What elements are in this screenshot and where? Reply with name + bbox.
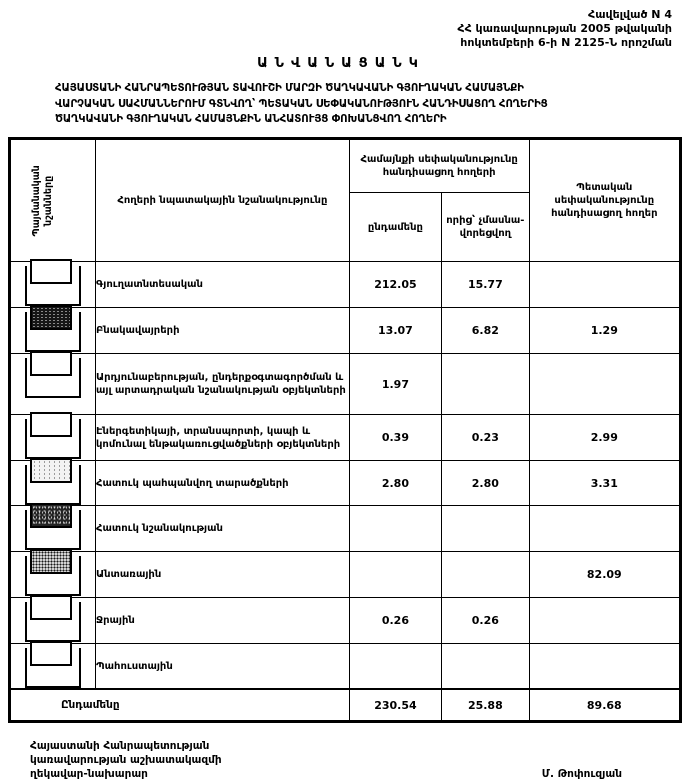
nonprivatized-value: 0.26	[442, 598, 529, 644]
nonprivatized-value: 0.23	[442, 415, 529, 461]
community-total-value: 0.26	[349, 598, 441, 644]
symbol-cell	[10, 506, 96, 552]
column-header-state-lands: Պետական սեփականությունը հանդիսացող հողեր	[529, 139, 680, 262]
community-total-value: 0.39	[349, 415, 441, 461]
state-lands-value	[529, 262, 680, 308]
state-lands-value: 1.29	[529, 308, 680, 354]
column-header-symbols	[10, 139, 96, 262]
community-total-value: 13.07	[349, 308, 441, 354]
table-row	[10, 262, 681, 308]
community-total-value: 1.97	[349, 354, 441, 415]
land-category-name: Հատուկ պահպանվող տարածքների	[96, 461, 350, 506]
symbol-cell	[10, 461, 96, 506]
legend-swatch	[30, 595, 72, 620]
legend-swatch	[30, 305, 72, 330]
symbol-cell	[10, 598, 96, 644]
signing-authority	[30, 739, 222, 782]
annex-line: Հավելված N 4	[588, 8, 672, 21]
nonprivatized-value	[442, 354, 529, 415]
symbol-cell	[10, 644, 96, 690]
state-lands-value: 3.31	[529, 461, 680, 506]
nonprivatized-value	[442, 506, 529, 552]
legend-bracket	[25, 312, 81, 352]
state-lands-value: 2.99	[529, 415, 680, 461]
state-lands-value	[529, 598, 680, 644]
land-category-name: Ջրային	[96, 598, 350, 644]
column-header-symbols-label: Պայմանական նշանները	[31, 165, 54, 237]
subtitle-line: ԾԱՂԿԱՎԱՆԻ ԳՅՈՒՂԱԿԱՆ ՀԱՄԱՅՆՔԻՆ ԱՆՀԱՏՈՒՅՑ ՓՈԽԱՆՑՎՈՂ ՀՈՂԵՐԻ	[55, 113, 447, 125]
total-row-label: Ընդամենը	[10, 689, 350, 722]
community-total-value	[349, 506, 441, 552]
authority-line: կառավարության աշխատակազմի	[30, 754, 222, 767]
community-total-value	[349, 644, 441, 690]
legend-swatch	[30, 641, 72, 666]
symbol-cell	[10, 308, 96, 354]
table-header-row	[10, 139, 681, 193]
legend-bracket	[25, 602, 81, 642]
symbol-cell	[10, 552, 96, 598]
legend-swatch	[30, 458, 72, 483]
total-state-lands: 89.68	[529, 689, 680, 722]
state-lands-value: 82.09	[529, 552, 680, 598]
land-category-name: Գյուղատնտեսական	[96, 262, 350, 308]
page-title: ԱՆՎԱՆԱՑԱՆԿ	[257, 56, 425, 72]
legend-bracket	[25, 419, 81, 459]
column-header-community-nonprivatized: որից՝ չմասնա-վորեցվող	[442, 193, 529, 262]
vertical-text-wrap	[11, 165, 95, 237]
state-lands-value	[529, 506, 680, 552]
nonprivatized-value	[442, 552, 529, 598]
column-header-community-total: ընդամենը	[349, 193, 441, 262]
land-category-name: Հատուկ նշանակության	[96, 506, 350, 552]
legend-bracket	[25, 465, 81, 505]
signature-name: Մ. Թոփուզյան	[541, 768, 622, 781]
symbol-cell	[10, 354, 96, 415]
symbol-cell	[10, 262, 96, 308]
nonprivatized-value: 15.77	[442, 262, 529, 308]
state-lands-value	[529, 354, 680, 415]
table-row	[10, 461, 681, 506]
column-header-purpose: Հողերի նպատակային նշանակությունը	[96, 139, 350, 262]
nonprivatized-value: 2.80	[442, 461, 529, 506]
document-subtitle	[55, 81, 672, 127]
land-category-name: Պահուստային	[96, 644, 350, 690]
authority-line: ղեկավար-նախարար	[30, 768, 148, 781]
legend-bracket	[25, 648, 81, 688]
community-total-value: 212.05	[349, 262, 441, 308]
nonprivatized-value	[442, 644, 529, 690]
legend-swatch	[30, 549, 72, 574]
subtitle-line: ՎԱՐՉԱԿԱՆ ՍԱՀՄԱՆՆԵՐՈՒՄ ԳՏՆՎՈՂ՝ ՊԵՏԱԿԱՆ ՍԵՓԱԿԱՆՈՒԹՅՈՒՆ ՀԱՆԴԻՍԱՑՈՂ ՀՈՂԵՐԻՑ	[55, 98, 548, 110]
table-row	[10, 506, 681, 552]
land-transfer-table	[8, 137, 682, 723]
table-row	[10, 415, 681, 461]
annex-line: ՀՀ կառավարության 2005 թվականի	[457, 21, 672, 35]
legend-bracket	[25, 358, 81, 398]
land-category-name: Արդյունաբերության, ընդերքօգտագործման և այլ արտադրական նշանակության օբյեկտների	[96, 354, 350, 415]
total-community-total: 230.54	[349, 689, 441, 722]
land-category-name: Անտառային	[96, 552, 350, 598]
table-row	[10, 308, 681, 354]
table-row	[10, 354, 681, 415]
table-row	[10, 598, 681, 644]
community-total-value	[349, 552, 441, 598]
symbol-cell	[10, 415, 96, 461]
legend-swatch	[30, 503, 72, 528]
legend-bracket	[25, 556, 81, 596]
authority-line: Հայաստանի Հանրապետության	[30, 740, 210, 753]
total-nonprivatized: 25.88	[442, 689, 529, 722]
legend-swatch	[30, 259, 72, 284]
legend-swatch	[30, 412, 72, 437]
annex-line: հոկտեմբերի 6-ի N 2125-Ն որոշման	[460, 35, 672, 49]
community-total-value: 2.80	[349, 461, 441, 506]
table-total-row	[10, 689, 681, 722]
nonprivatized-value: 6.82	[442, 308, 529, 354]
column-header-community-group: Համայնքի սեփականությունը հանդիսացող հողերի	[349, 139, 529, 193]
subtitle-line: ՀԱՅԱՍՏԱՆԻ ՀԱՆՐԱՊԵՏՈՒԹՅԱՆ ՏԱՎՈՒՇԻ ՄԱՐԶԻ ԾԱՂԿԱՎԱՆԻ ԳՅՈՒՂԱԿԱՆ ՀԱՄԱՅՆՔԻ	[55, 83, 524, 95]
table-row	[10, 644, 681, 690]
land-category-name: Բնակավայրերի	[96, 308, 350, 354]
table-row	[10, 552, 681, 598]
state-lands-value	[529, 644, 680, 690]
land-category-name: Էներգետիկայի, տրանսպորտի, կապի և կոմունալ ենթակառուցվածքների օբյեկտների	[96, 415, 350, 461]
annex-reference	[0, 0, 672, 49]
document-footer	[30, 739, 622, 782]
legend-bracket	[25, 510, 81, 550]
legend-swatch	[30, 351, 72, 376]
legend-bracket	[25, 266, 81, 306]
